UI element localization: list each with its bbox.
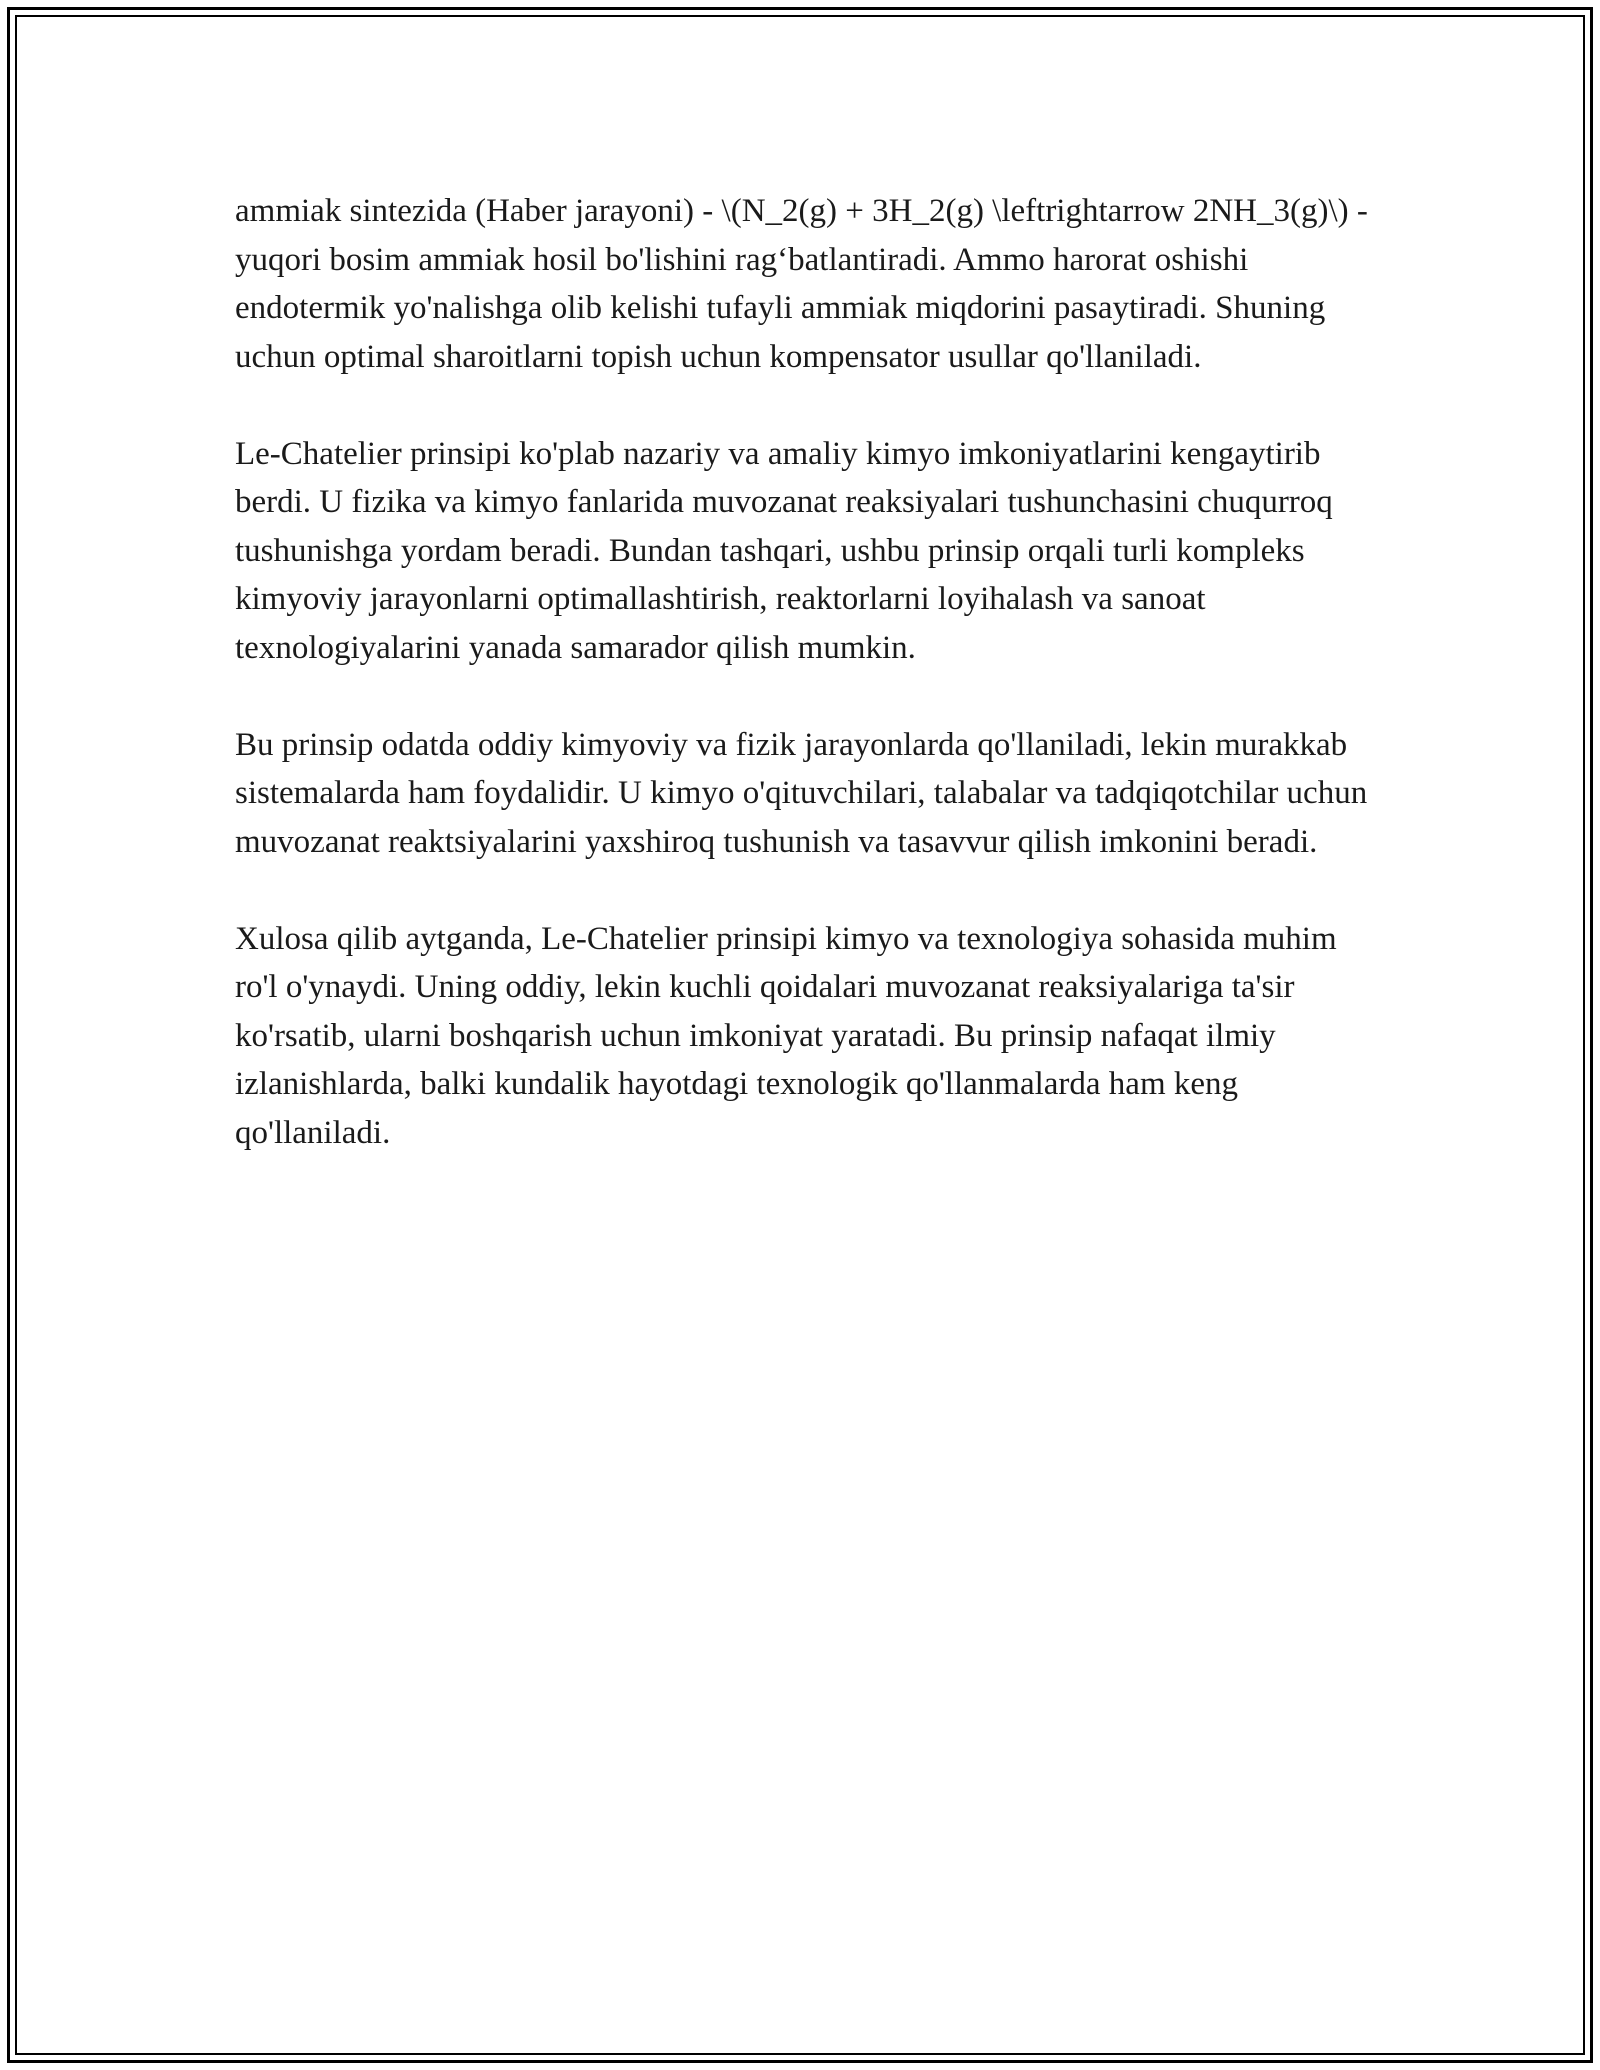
paragraph-education-use: Bu prinsip odatda oddiy kimyoviy va fizik jarayonlarda qo'llaniladi, lekin murakkab sistemalarda ham foydalidir. U kimyo o'qituvchilari, talabalar va tadqiqotchilar uchun muvozanat reaktsiyalarini yaxshiroq tushunish va tasavvur qilish imkonini beradi. — [235, 726, 1368, 860]
document-body — [235, 187, 1380, 1206]
paragraph-principle-applications: Le-Chatelier prinsipi ko'plab nazariy va amaliy kimyo imkoniyatlarini kengaytirib berdi. U fizika va kimyo fanlarida muvozanat reaksiyalari tushunchasini chuqurroq tushunishga yordam beradi. Bundan tashqari, ushbu prinsip orqali turli kompleks kimyoviy jarayonlarni optimallashtirish, reaktorlarni loyihalash va sanoat texnologiyalarini yanada samarador qilish mumkin. — [235, 435, 1333, 666]
paragraph-haber-process: ammiak sintezida (Haber jarayoni) - \(N_2(g) + 3H_2(g) \leftrightarrow 2NH_3(g)\) - yuqori bosim ammiak hosil bo'lishini rag‘batlantiradi. Ammo harorat oshishi endotermik yo'nalishga olib kelishi tufayli ammiak miqdorini pasaytiradi. Shuning uchun optimal sharoitlarni topish uchun kompensator usullar qo'llaniladi. — [235, 193, 1368, 375]
paragraph-conclusion: Xulosa qilib aytganda, Le-Chatelier prinsipi kimyo va texnologiya sohasida muhim ro'l o'ynaydi. Uning oddiy, lekin kuchli qoidalari muvozanat reaksiyalariga ta'sir ko'rsatib, ularni boshqarish uchun imkoniyat yaratadi. Bu prinsip nafaqat ilmiy izlanishlarda, balki kundalik hayotdagi texnologik qo'llanmalarda ham keng qo'llaniladi. — [235, 920, 1337, 1151]
